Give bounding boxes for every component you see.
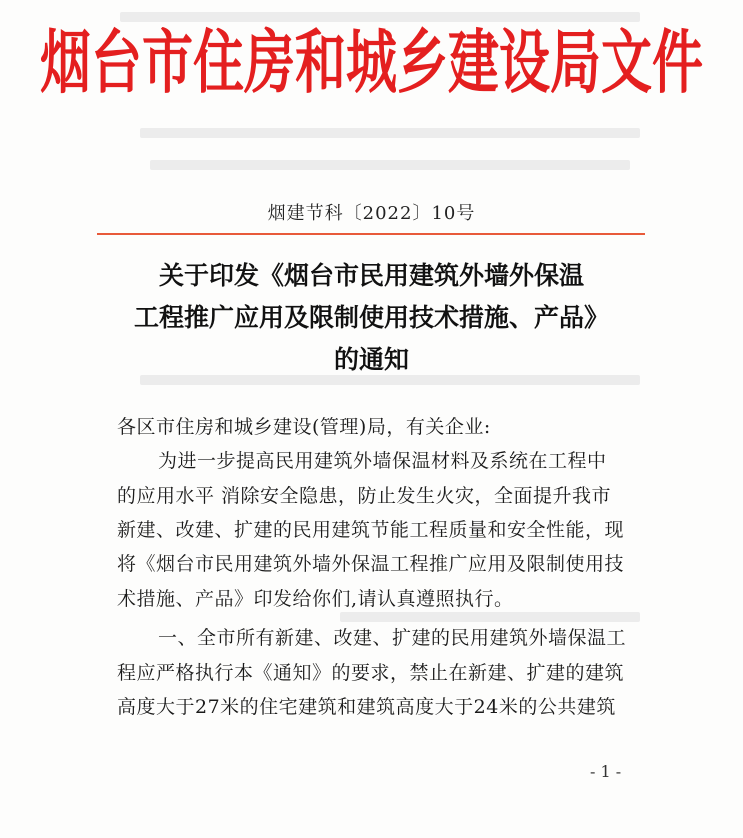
paragraph-line: 术措施、产品》印发给你们,请认真遵照执行。	[117, 588, 514, 610]
bleed-through-mark	[140, 128, 640, 138]
paragraph-line: 的应用水平 消除安全隐患，防止发生火灾，全面提升我市	[117, 485, 612, 507]
addressee-line: 各区市住房和城乡建设(管理)局，有关企业:	[117, 416, 491, 438]
bleed-through-mark	[140, 375, 640, 385]
paragraph-line: 为进一步提高民用建筑外墙保温材料及系统在工程中	[158, 450, 607, 472]
paragraph-line: 新建、改建、扩建的民用建筑节能工程质量和安全性能，现	[117, 519, 625, 541]
paragraph-line: 将《烟台市民用建筑外墙外保温工程推广应用及限制使用技	[117, 553, 625, 575]
page-number: - 1 -	[590, 762, 622, 781]
notice-title-line-3: 的通知	[333, 345, 409, 374]
red-separator-rule	[97, 233, 645, 235]
paragraph-line: 一、全市所有新建、改建、扩建的民用建筑外墙保温工	[158, 627, 627, 649]
notice-title-line-2: 工程推广应用及限制使用技术措施、产品》	[133, 303, 609, 332]
paragraph-line: 高度大于27米的住宅建筑和建筑高度大于24米的公共建筑	[117, 696, 616, 718]
agency-header-title: 烟台市住房和城乡建设局文件	[39, 22, 703, 104]
paragraph-line: 程应严格执行本《通知》的要求，禁止在新建、扩建的建筑	[117, 662, 625, 684]
notice-title-line-1: 关于印发《烟台市民用建筑外墙外保温	[158, 261, 584, 290]
bleed-through-mark	[340, 612, 640, 622]
document-number: 烟建节科〔2022〕10号	[267, 203, 476, 224]
bleed-through-mark	[150, 160, 630, 170]
